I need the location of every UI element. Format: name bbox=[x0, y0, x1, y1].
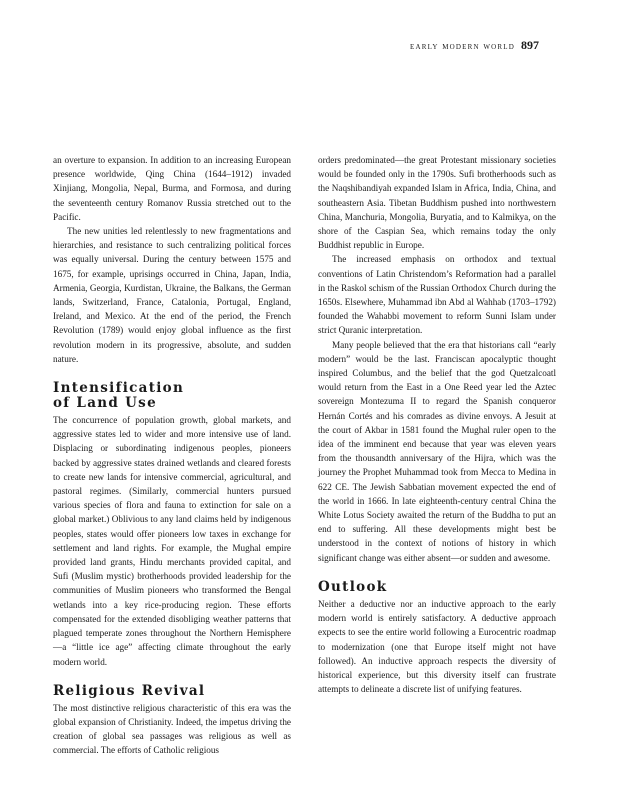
left-column bbox=[53, 153, 291, 758]
heading-intensification-of-land-use: Intensification of Land Use bbox=[53, 380, 185, 412]
heading-religious-revival: Religious Revival bbox=[53, 682, 206, 699]
paragraph: The concurrence of population growth, global markets, and aggressive states led to wider and more intensive use of land. Displacing or subordinating indigenous peoples, pioneers backed by aggressive states drained wetlands and cleared forests to create new lands for intensive commercial, agricultural, and pastoral regimes. (Similarly, commercial hunters pursued various species of flora and fauna to extinction for sale on a global market.) Oblivious to any land claims held by indigenous peoples, states would offer pioneers low taxes in exchange for settlement and land rights. For example, the Mughal empire provided land grants, Hindu merchants provided capital, and Sufi (Muslim mystic) brotherhoods provided leadership for the communities of Muslim pioneers who transformed the Bengal wetlands into a key rice-producing region. These efforts compensated for the extended disobliging weather patterns that plagued temperate zones throughout the Northern Hemisphere—a “little ice age” affecting climate throughout the early modern world. bbox=[53, 415, 291, 667]
paragraph: The increased emphasis on orthodox and textual conventions of Latin Christendom’s Reformation had a parallel in the Raskol schism of the Russian Orthodox Church during the 1650s. Elsewhere, Muhammad ibn Abd al Wahhab (1703–1792) founded the Wahabbi movement to reform Sunni Islam under strict Quranic interpretation. bbox=[318, 254, 556, 336]
paragraph: orders predominated—the great Protestant missionary societies would be founded only in the 1790s. Sufi brotherhoods such as the Naqshibandiyah expanded Islam in Africa, India, China, and southeastern Asia. Tibetan Buddhism pushed into northwestern China, Manchuria, Mongolia, Buryatia, and to Kalmikya, on the shore of the Caspian Sea, which remains today the only Buddhist republic in Europe. bbox=[318, 155, 556, 251]
section-title: early modern world bbox=[410, 42, 515, 52]
paragraph: Neither a deductive nor an inductive approach to the early modern world is entirely satisfactory. A deductive approach expects to see the entire world following a Eurocentric roadmap to modernization (one that Europe itself might not have followed). An inductive approach respects the diversity of historical experience, but this diversity itself can frustrate attempts to delineate a discrete list of unifying features. bbox=[318, 598, 556, 695]
paragraph: an overture to expansion. In addition to an increasing European presence worldwide, Qing China (1644–1912) invaded Xinjiang, Mongolia, Nepal, Burma, and Formosa, and during the seventeenth century Romanov Russia stretched out to the Pacific. bbox=[53, 155, 291, 222]
page-number: 897 bbox=[521, 38, 539, 52]
paragraph: Many people believed that the era that historians call “early modern” would be the last. Franciscan apocalyptic thought inspired Columbus, and the belief that the god Quetzalcoatl would return from the East in a One Reed year led the Aztec sovereign Montezuma II to regard the Spanish conqueror Hernán Cortés and his comrades as divine envoys. A Jesuit at the court of Akbar in 1581 found the Mughal ruler open to the idea of the imminent end because that year was eleven years from the thousandth anniversary of the Hijra, which was the journey the Prophet Muhammad took from Mecca to Medina in 622 CE. The Jewish Sabbatian movement expected the end of the world in 1666. In late eighteenth-century central China the White Lotus Society awaited the return of the Buddha to put an end to suffering. All these developments might best be understood in the context of notions of history in which significant change was either absent—or sudden and awesome. bbox=[318, 339, 556, 563]
heading-outlook: Outlook bbox=[318, 578, 388, 595]
right-column bbox=[318, 153, 556, 696]
running-head bbox=[410, 38, 539, 53]
paragraph: The new unities led relentlessly to new fragmentations and hierarchies, and resistance to such centralizing political forces was equally universal. During the century between 1575 and 1675, for example, uprisings occurred in China, Japan, India, Armenia, Georgia, Kurdistan, Ukraine, the Balkans, the German lands, Switzerland, France, Catalonia, Portugal, England, Ireland, and Mexico. At the end of the period, the French Revolution (1789) would enjoy global influence as the first revolution modern in its progressive, absolute, and sudden nature. bbox=[53, 226, 291, 364]
paragraph: The most distinctive religious characteristic of this era was the global expansion of Christianity. Indeed, the impetus driving the creation of global sea passages was religious as well as commercial. The efforts of Catholic religious bbox=[53, 702, 291, 756]
